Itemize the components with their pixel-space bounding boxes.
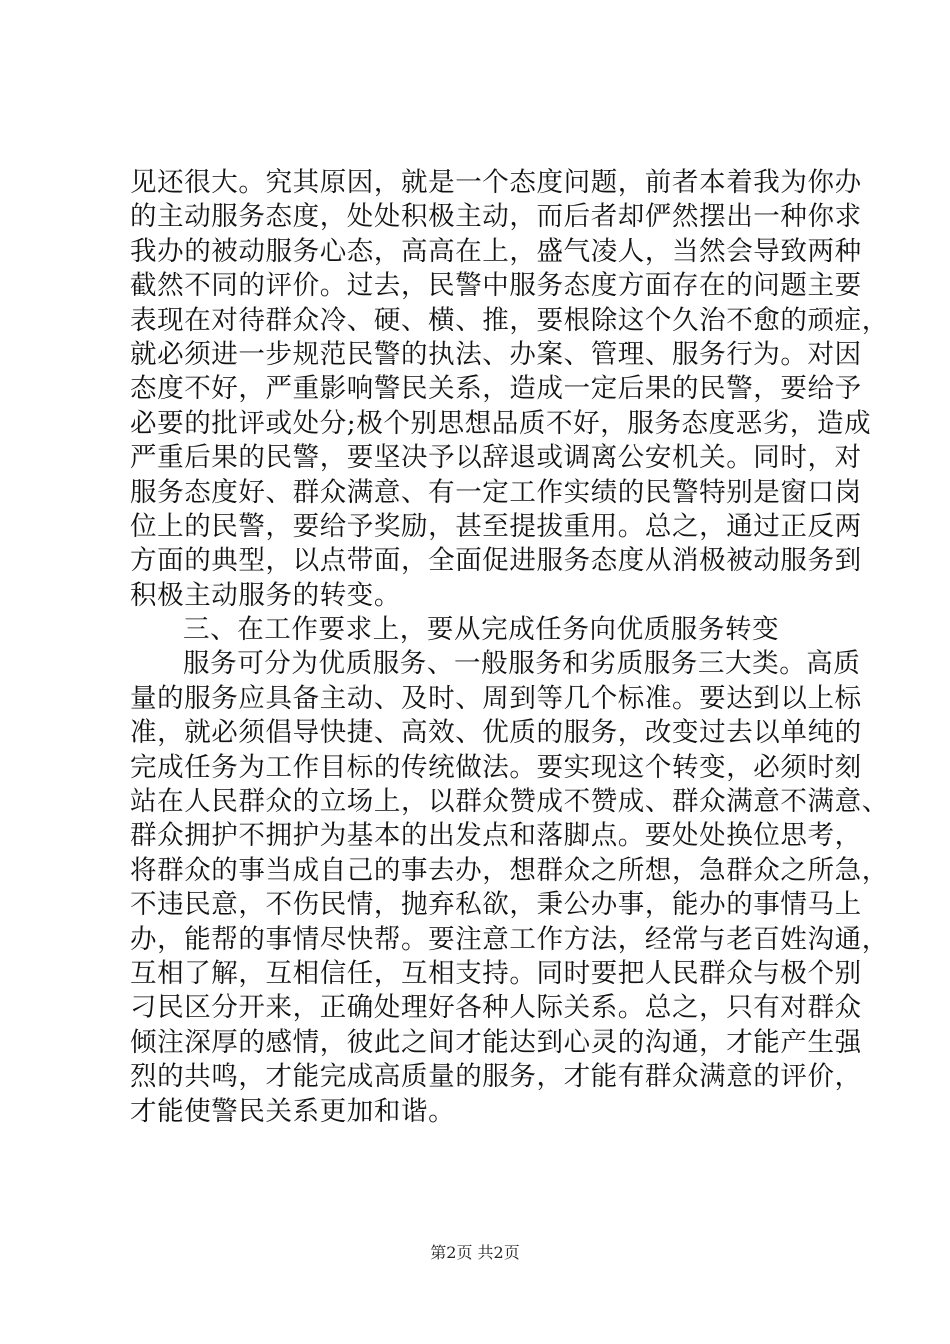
document-body [130,166,889,1129]
text-line: 烈的共鸣，才能完成高质量的服务，才能有群众满意的评价， [130,1061,862,1093]
text-line: 表现在对待群众冷、硬、横、推，要根除这个久治不愈的顽症， [130,304,889,336]
text-line: 方面的典型，以点带面，全面促进服务态度从消极被动服务到 [130,545,862,577]
text-line: 互相了解，互相信任，互相支持。同时要把人民群众与极个别 [130,957,862,989]
section-heading: 三、在工作要求上，要从完成任务向优质服务转变 [183,614,780,646]
text-line: 服务可分为优质服务、一般服务和劣质服务三大类。高质 [183,648,861,680]
text-line: 完成任务为工作目标的传统做法。要实现这个转变，必须时刻 [130,751,862,783]
text-line: 严重后果的民警，要坚决予以辞退或调离公安机关。同时，对 [130,442,862,474]
text-line: 办，能帮的事情尽快帮。要注意工作方法，经常与老百姓沟通， [130,923,889,955]
text-line: 将群众的事当成自己的事去办，想群众之所想，急群众之所急， [130,854,889,886]
text-line: 倾注深厚的感情，彼此之间才能达到心灵的沟通，才能产生强 [130,1026,862,1058]
text-line: 才能使警民关系更加和谐。 [130,1095,456,1127]
text-line: 服务态度好、群众满意、有一定工作实绩的民警特别是窗口岗 [130,476,862,508]
text-line: 准，就必须倡导快捷、高效、优质的服务，改变过去以单纯的 [130,717,862,749]
text-line: 就必须进一步规范民警的执法、办案、管理、服务行为。对因 [130,338,862,370]
text-line: 群众拥护不拥护为基本的出发点和落脚点。要处处换位思考， [130,820,862,852]
text-line: 刁民区分开来，正确处理好各种人际关系。总之，只有对群众 [130,992,862,1024]
text-line: 位上的民警，要给予奖励，甚至提拔重用。总之，通过正反两 [130,510,862,542]
text-line: 态度不好，严重影响警民关系，造成一定后果的民警，要给予 [130,373,862,405]
text-line: 截然不同的评价。过去，民警中服务态度方面存在的问题主要 [130,270,862,302]
text-line: 必要的批评或处分;极个别思想品质不好，服务态度恶劣，造成 [130,407,872,439]
text-line: 站在人民群众的立场上，以群众赞成不赞成、群众满意不满意、 [130,786,889,818]
text-line: 的主动服务态度，处处积极主动，而后者却俨然摆出一种你求 [130,201,862,233]
text-line: 积极主动服务的转变。 [130,579,401,611]
text-line: 不违民意，不伤民情，抛弃私欲，秉公办事，能办的事情马上 [130,889,862,921]
text-line: 我办的被动服务心态，高高在上，盛气凌人，当然会导致两种 [130,235,862,267]
text-line: 量的服务应具备主动、及时、周到等几个标准。要达到以上标 [130,682,862,714]
text-line: 见还很大。究其原因，就是一个态度问题，前者本着我为你办 [130,167,862,198]
page-number: 第2页 共2页 [430,1243,520,1262]
